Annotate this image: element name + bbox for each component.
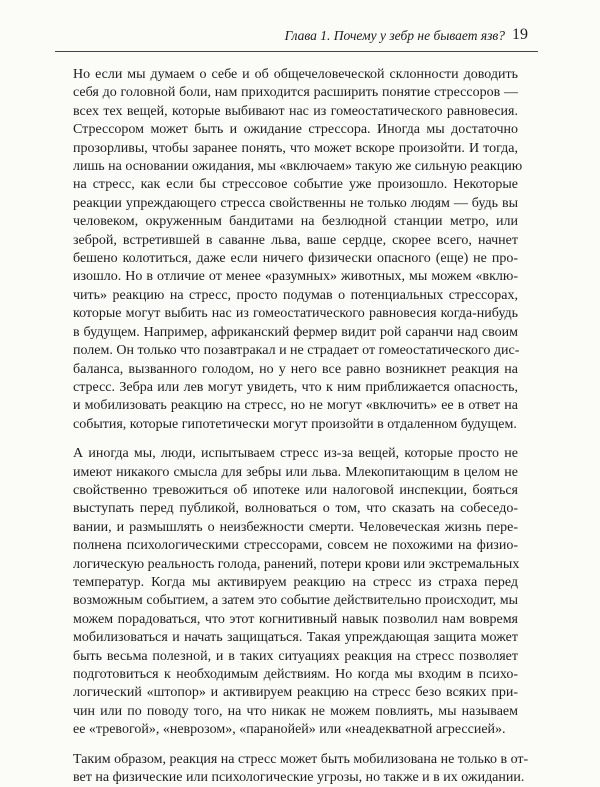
- text-line: реакции упреждающего стресса свойственны не только людям — будь вы: [73, 195, 518, 211]
- text-line: всех тех вещей, которые выбивают нас из гомеостатического равновесия.: [73, 103, 518, 119]
- text-line: полнена психологическими стрессорами, совсем не похожими на физио-: [73, 538, 518, 554]
- text-line: быть весьма полезной, и в таких ситуациях реакция на стресс позволяет: [73, 648, 518, 664]
- text-line: ее «тревогой», «неврозом», «паранойей» или «неадекватной агрессией».: [73, 722, 506, 738]
- text-line: баланса, вызванного голодом, но у него все равно возникнет реакция на: [73, 361, 518, 377]
- text-line: полем. Он только что позавтракал и не страдает от гомеостатического дис-: [73, 343, 520, 359]
- text-line: можем порадоваться, что этот когнитивный навык позволил нам вовремя: [73, 611, 518, 627]
- text-line: человеком, окруженным бандитами на безлюдной станции метро, или: [73, 214, 518, 230]
- text-line: мобилизоваться и начать защищаться. Такая упреждающая защита может: [73, 630, 518, 646]
- header-rule: [55, 51, 538, 52]
- text-line: зеброй, встретившей в саванне льва, ваше сердце, скорее всего, начнет: [73, 232, 518, 248]
- text-line: изошло. Но в отличие от менее «разумных» животных, мы можем «вклю-: [73, 269, 518, 285]
- text-line: прозорливы, чтобы заранее понять, что может вскоре произойти. И тогда,: [73, 140, 518, 156]
- text-line: и мобилизовать реакцию на стресс, но не могут «включить» ее в ответ на: [73, 398, 518, 414]
- paragraph: [73, 66, 523, 434]
- text-line: подготовиться к необходимым действиям. Но когда мы входим в психо-: [73, 667, 518, 682]
- paragraph: [73, 751, 529, 787]
- text-line: лишь на основании ожидания, мы «включаем» такую же сильную реакцию: [73, 159, 523, 175]
- text-line: себя до головной боли, нам приходится расширить понятие стрессоров —: [73, 85, 518, 101]
- text-line: логическую реальность голода, ранений, потери крови или экстремальных: [73, 556, 520, 572]
- page-number: 19: [512, 26, 528, 43]
- text-line: вет на физические или психологические угрозы, но также и в их ожидании.: [73, 770, 525, 786]
- text-line: события, которые гипотетически могут произойти в отдаленном будущем.: [73, 416, 517, 432]
- text-line: выступать перед публикой, волноваться о том, что сказать на собеседо-: [73, 501, 518, 517]
- running-title: Глава 1. Почему у зебр не бывает язв?: [284, 28, 505, 43]
- text-line: стресс. Зебра или лев могут увидеть, что к ним приближается опасность,: [73, 379, 518, 395]
- text-line: логический «штопор» и активируем реакцию на стресс безо всяких при-: [73, 685, 518, 701]
- text-line: свойственно тревожиться об ипотеке или налоговой инспекции, бояться: [73, 482, 518, 498]
- text-line: Таким образом, реакция на стресс может быть мобилизована не только в от-: [73, 751, 529, 767]
- paragraph: [73, 445, 518, 740]
- body-text: [73, 66, 529, 787]
- text-line: чить» реакцию на стресс, просто подумав о потенциальных стрессорах,: [73, 287, 518, 303]
- text-line: которые могут выбить нас из гомеостатического равновесия когда-нибудь: [73, 306, 518, 322]
- text-line: Стрессором может быть и ожидание стрессора. Иногда мы достаточно: [73, 122, 518, 138]
- text-line: на стресс, как если бы стрессовое событие уже произошло. Некоторые: [73, 177, 518, 193]
- text-line: температур. Когда мы активируем реакцию на стресс из страха перед: [73, 574, 518, 590]
- text-line: вании, и размышлять о неизбежности смерти. Человеческая жизнь пере-: [73, 519, 518, 535]
- text-line: имеют никакого смысла для зебры или льва. Млекопитающим в целом не: [73, 464, 518, 480]
- text-line: бешено колотиться, даже если ничего физически опасного (еще) не про-: [73, 251, 518, 267]
- text-line: А иногда мы, люди, испытываем стресс из-за вещей, которые просто не: [73, 446, 518, 462]
- text-line: в будущем. Например, африканский фермер видит рой саранчи над своим: [73, 324, 518, 340]
- text-line: возможным событием, а затем это событие действительно происходит, мы: [73, 593, 518, 609]
- text-line: чин или по поводу того, на что никак не можем повлиять, мы называем: [73, 703, 518, 719]
- text-line: Но если мы думаем о себе и об общечеловеческой склонности доводить: [73, 67, 518, 82]
